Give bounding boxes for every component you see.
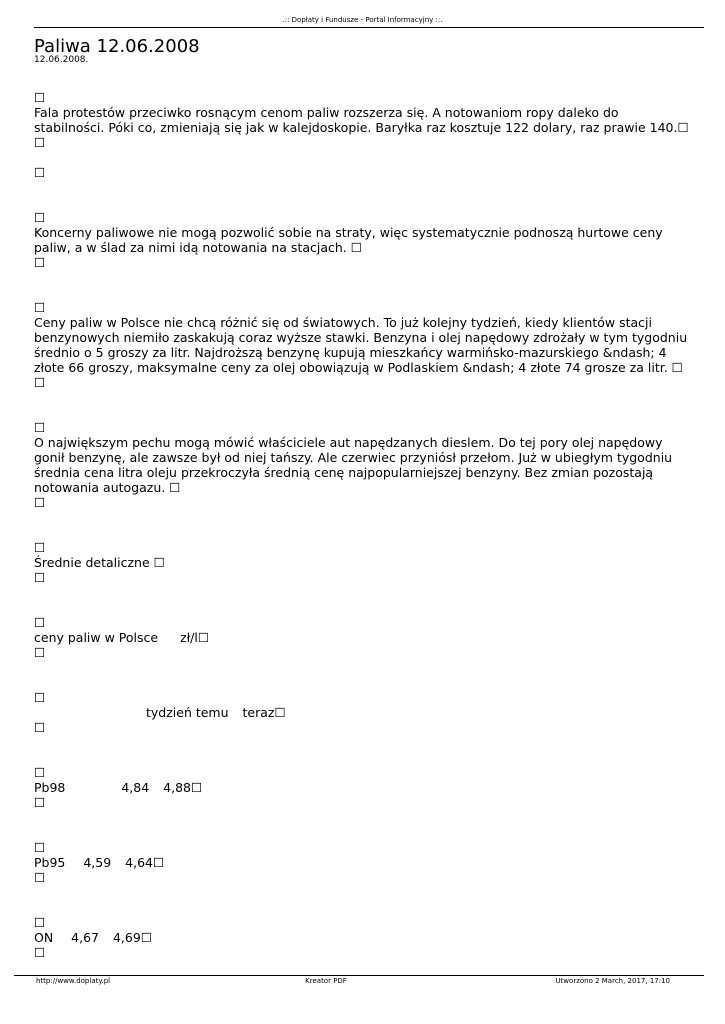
article-date: 12.06.2008. <box>34 55 89 65</box>
box-glyph: ☐ <box>34 795 46 810</box>
box-glyph: ☐ <box>34 300 46 315</box>
box-glyph: ☐ <box>34 375 46 390</box>
box-glyph: ☐ <box>34 210 46 225</box>
col-header-prev: tydzień temu <box>145 705 229 720</box>
row-prev: 4,59 <box>83 855 112 870</box>
row-name: Pb98 <box>34 780 66 795</box>
row-prev: 4,67 <box>71 930 100 945</box>
row-prev: 4,84 <box>121 780 150 795</box>
box-glyph: ☐ <box>34 915 46 930</box>
row-name: ON <box>34 930 54 945</box>
box-glyph: ☐ <box>34 135 46 150</box>
row-now: 4,69☐ <box>112 930 153 945</box>
table-row <box>34 765 689 810</box>
paragraph: O największym pechu mogą mówić właściciele aut napędzanych dieslem. Do tej pory olej napędowy gonił benzynę, ale zawsze był od niej tańszy. Ale czerwiec przyniósł przełom. Już w ubiegłym tygodniu średnia cena litra oleju przekroczyła średnią cenę najpopularniejszej benzyny. Bez zmian pozostają notowania autogazu. ☐ <box>34 435 673 495</box>
paragraph-block <box>34 90 689 150</box>
footer-url: http://www.doplaty.pl <box>36 977 111 985</box>
box-glyph: ☐ <box>34 255 46 270</box>
paragraph: Koncerny paliwowe nie mogą pozwolić sobie na straty, więc systematycznie podnoszą hurtowe ceny paliw, a w ślad za nimi idą notowania na stacjach. ☐ <box>34 225 663 255</box>
box-glyph: ☐ <box>34 945 46 960</box>
table-subheading-block <box>34 615 689 660</box>
row-now: 4,88☐ <box>163 780 203 795</box>
box-glyph: ☐ <box>34 645 46 660</box>
paragraph: Ceny paliw w Polsce nie chcą różnić się od światowych. To już kolejny tydzień, kiedy klientów stacji benzynowych niemiło zaskakują coraz wyższe stawki. Benzyna i olej napędowy zdrożały w tym tygodniu średnio o 5 groszy za litr. Najdroższą benzynę kupują mieszkańcy warmińsko-mazurskiego &ndash; 4 złote 66 groszy, maksymalne ceny za olej obowiązują w Podlaskiem &ndash; 4 złote 74 grosze za litr. ☐ <box>34 315 688 375</box>
box-glyph: ☐ <box>34 615 46 630</box>
box-glyph: ☐ <box>34 495 46 510</box>
box-glyph: ☐ <box>34 570 46 585</box>
box-glyph: ☐ <box>34 840 46 855</box>
header-rule <box>34 27 704 28</box>
paragraph: Fala protestów przeciwko rosnącym cenom paliw rozszerza się. A notowaniom ropy daleko do stabilności. Póki co, zmieniają się jak w kalejdoskopie. Baryłka raz kosztuje 122 dolary, raz prawie 140.☐ <box>34 105 689 135</box>
box-glyph: ☐ <box>34 90 46 105</box>
box-glyph: ☐ <box>34 540 46 555</box>
box-glyph: ☐ <box>34 870 46 885</box>
paragraph-block <box>34 165 689 180</box>
footer-rule <box>14 975 704 976</box>
subheading-label: ceny paliw w Polsce <box>34 630 159 645</box>
paragraph-block <box>34 300 689 390</box>
table-heading: Średnie detaliczne ☐ <box>34 555 165 570</box>
paragraph-block <box>34 420 689 510</box>
box-glyph: ☐ <box>34 765 46 780</box>
footer-generator: Kreator PDF <box>305 977 347 985</box>
page-title: Paliwa 12.06.2008 <box>34 36 200 57</box>
row-now: 4,64☐ <box>125 855 165 870</box>
table-column-headers <box>34 705 689 720</box>
col-header-now: teraz☐ <box>242 705 286 720</box>
table-row <box>34 915 689 960</box>
box-glyph: ☐ <box>34 420 46 435</box>
box-glyph: ☐ <box>34 690 46 705</box>
box-glyph: ☐ <box>34 165 46 180</box>
box-glyph: ☐ <box>34 720 46 735</box>
header-site-title: .:: Dopłaty i Fundusze - Portal Informacyjny ::. <box>282 16 443 24</box>
table-row <box>34 840 689 885</box>
row-name: Pb95 <box>34 855 66 870</box>
table-heading-block <box>34 540 689 585</box>
article-content <box>34 90 689 960</box>
footer-created: Utworzono 2 March, 2017, 17:10 <box>555 977 670 985</box>
paragraph-block <box>34 210 689 270</box>
subheading-unit: zł/l☐ <box>180 630 210 645</box>
table-subheading <box>34 630 689 645</box>
table-column-headers-block <box>34 690 689 735</box>
